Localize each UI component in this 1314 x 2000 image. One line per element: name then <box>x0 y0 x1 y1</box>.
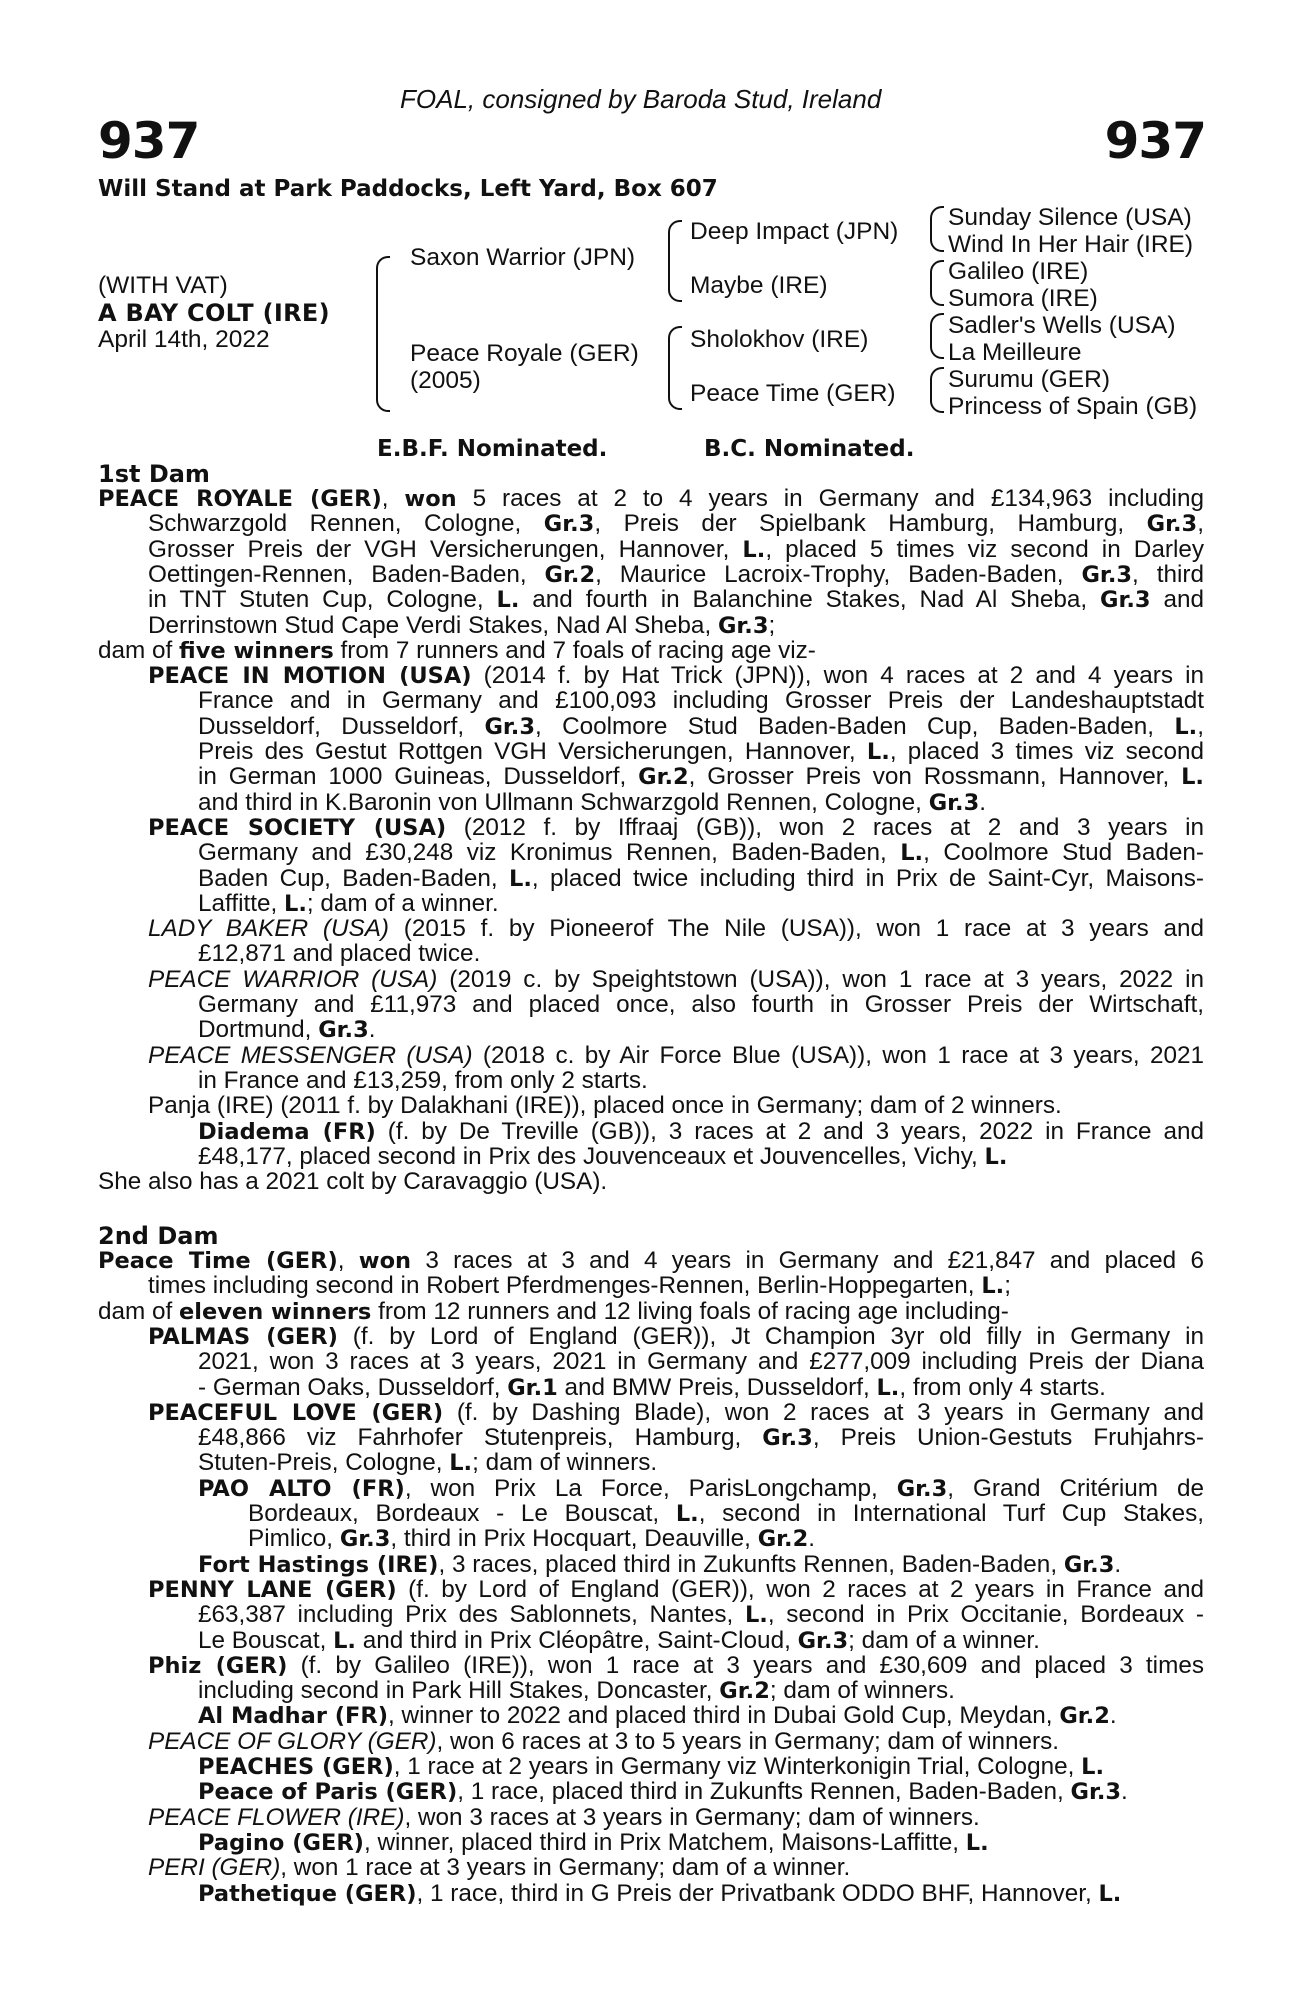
first-dam-line: Dusseldorf, Dusseldorf, Gr.3, Coolmore Stud Baden-Baden Cup, Baden-Baden, L., <box>198 712 1204 740</box>
pedigree-bracket-ss <box>930 206 944 252</box>
pedigree-bracket-sire <box>668 220 682 302</box>
first-dam-line: Schwarzgold Rennen, Cologne, Gr.3, Preis der Spielbank Hamburg, Hamburg, Gr.3, <box>148 510 1204 538</box>
second-dam-line: times including second in Robert Pferdmenges-Rennen, Berlin-Hoppegarten, L.; <box>148 1272 1011 1300</box>
pedigree-dam: Peace Royale (GER) <box>410 340 639 367</box>
first-dam-line: Preis des Gestut Rottgen VGH Versicherungen, Hannover, L., placed 3 times viz second <box>198 738 1204 765</box>
consignment-line: FOAL, consigned by Baroda Stud, Ireland <box>400 84 882 114</box>
first-dam-line: dam of five winners from 7 runners and 7 foals of racing age viz- <box>98 636 816 664</box>
pedigree-dam-sire: Sholokhov (IRE) <box>690 326 869 353</box>
vat-note: (WITH VAT) <box>98 272 228 299</box>
pedigree-ggs-1: Sunday Silence (USA) <box>948 204 1192 231</box>
second-dam-line: PEACHES (GER), 1 race at 2 years in Germany viz Winterkonigin Trial, Cologne, L. <box>198 1753 1105 1780</box>
second-dam-line: - German Oaks, Dusseldorf, Gr.1 and BMW Preis, Dusseldorf, L., from only 4 starts. <box>198 1373 1106 1401</box>
second-dam-line: Al Madhar (FR), winner to 2022 and placed third in Dubai Gold Cup, Meydan, Gr.2. <box>198 1702 1117 1730</box>
second-dam-line: Pagino (GER), winner, placed third in Prix Matchem, Maisons-Laffitte, L. <box>198 1828 989 1856</box>
pedigree-ggs-4: Sumora (IRE) <box>948 285 1098 312</box>
pedigree-dam-year: (2005) <box>410 367 481 394</box>
second-dam-line: PEACEFUL LOVE (GER) (f. by Dashing Blade), won 2 races at 3 years in Germany and <box>148 1398 1204 1426</box>
first-dam-line: and third in K.Baronin von Ullmann Schwarzgold Rennen, Cologne, Gr.3. <box>198 788 987 816</box>
pedigree-ggs-2: Wind In Her Hair (IRE) <box>948 231 1194 258</box>
horse-name: A BAY COLT (IRE) <box>98 299 330 327</box>
second-dam-line: PERI (GER), won 1 race at 3 years in Germany; dam of a winner. <box>148 1854 851 1882</box>
pedigree-ggs-6: La Meilleure <box>948 339 1082 366</box>
second-dam-heading: 2nd Dam <box>98 1222 219 1250</box>
second-dam-line: Pimlico, Gr.3, third in Prix Hocquart, Deauville, Gr.2. <box>248 1525 816 1553</box>
lot-number-right: 937 <box>1104 112 1206 170</box>
second-dam-line: dam of eleven winners from 12 runners and 12 living foals of racing age including- <box>98 1297 1009 1325</box>
first-dam-line: PEACE MESSENGER (USA) (2018 c. by Air Force Blue (USA)), won 1 race at 3 years, 2021 <box>148 1041 1204 1069</box>
pedigree-ggs-5: Sadler's Wells (USA) <box>948 312 1176 339</box>
first-dam-line: PEACE IN MOTION (USA) (2014 f. by Hat Trick (JPN)), won 4 races at 2 and 4 years in <box>148 662 1205 690</box>
second-dam-line: Le Bouscat, L. and third in Prix Cléopâtre, Saint-Cloud, Gr.3; dam of a winner. <box>198 1626 1040 1654</box>
second-dam-line: £48,866 viz Fahrhofer Stutenpreis, Hamburg, Gr.3, Preis Union-Gestuts Fruhjahrs- <box>198 1424 1205 1452</box>
pedigree-bracket-sd <box>930 260 944 306</box>
first-dam-line: in France and £13,259, from only 2 starts. <box>198 1066 648 1094</box>
pedigree-sire-sire: Deep Impact (JPN) <box>690 218 899 245</box>
first-dam-line: France and in Germany and £100,093 including Grosser Preis der Landeshauptstadt <box>198 687 1204 715</box>
lot-number-left: 937 <box>98 112 200 170</box>
bc-nomination: B.C. Nominated. <box>704 436 915 462</box>
second-dam-line: Peace of Paris (GER), 1 race, placed third in Zukunfts Rennen, Baden-Baden, Gr.3. <box>198 1778 1128 1806</box>
ebf-nomination: E.B.F. Nominated. <box>377 436 608 462</box>
second-dam-line: Peace Time (GER), won 3 races at 3 and 4 years in Germany and £21,847 and placed 6 <box>98 1247 1204 1274</box>
first-dam-line: Derrinstown Stud Cape Verdi Stakes, Nad Al Sheba, Gr.3; <box>148 611 776 639</box>
first-dam-line: LADY BAKER (USA) (2015 f. by Pioneerof The Nile (USA)), won 1 race at 3 years and <box>148 915 1204 943</box>
stand-location: Will Stand at Park Paddocks, Left Yard, Box 607 <box>98 176 718 202</box>
second-dam-line: PEACE FLOWER (IRE), won 3 races at 3 years in Germany; dam of winners. <box>148 1803 980 1831</box>
first-dam-line: Panja (IRE) (2011 f. by Dalakhani (IRE)), placed once in Germany; dam of 2 winners. <box>148 1092 1062 1120</box>
first-dam-line: in TNT Stuten Cup, Cologne, L. and fourth in Balanchine Stakes, Nad Al Sheba, Gr.3 and <box>148 586 1204 614</box>
pedigree-sire-dam: Maybe (IRE) <box>690 272 828 299</box>
second-dam-line: Phiz (GER) (f. by Galileo (IRE)), won 1 race at 3 years and £30,609 and placed 3 times <box>148 1651 1204 1679</box>
pedigree-bracket-dd <box>930 367 944 413</box>
second-dam-line: Pathetique (GER), 1 race, third in G Preis der Privatbank ODDO BHF, Hannover, L. <box>198 1879 1122 1907</box>
first-dam-line: £48,177, placed second in Prix des Jouvenceaux et Jouvencelles, Vichy, L. <box>198 1142 1008 1170</box>
second-dam-line: including second in Park Hill Stakes, Doncaster, Gr.2; dam of winners. <box>198 1677 955 1705</box>
second-dam-line: PALMAS (GER) (f. by Lord of England (GER)), Jt Champion 3yr old filly in Germany in <box>148 1322 1204 1350</box>
pedigree-bracket-ds <box>930 313 944 359</box>
first-dam-line: £12,871 and placed twice. <box>198 940 481 968</box>
first-dam-line: She also has a 2021 colt by Caravaggio (USA). <box>98 1168 608 1196</box>
first-dam-line: Grosser Preis der VGH Versicherungen, Hannover, L., placed 5 times viz second in Darley <box>148 535 1205 563</box>
pedigree-ggs-8: Princess of Spain (GB) <box>948 393 1198 420</box>
pedigree-dam-dam: Peace Time (GER) <box>690 380 896 407</box>
pedigree-ggs-7: Surumu (GER) <box>948 366 1111 393</box>
second-dam-line: PAO ALTO (FR), won Prix La Force, ParisLongchamp, Gr.3, Grand Critérium de <box>198 1474 1204 1502</box>
pedigree-sire: Saxon Warrior (JPN) <box>410 244 636 271</box>
pedigree-ggs-3: Galileo (IRE) <box>948 258 1089 285</box>
first-dam-line: Diadema (FR) (f. by De Treville (GB)), 3 races at 2 and 3 years, 2022 in France and <box>198 1117 1204 1145</box>
first-dam-line: in German 1000 Guineas, Dusseldorf, Gr.2, Grosser Preis von Rossmann, Hannover, L. <box>198 763 1204 791</box>
first-dam-heading: 1st Dam <box>98 460 210 488</box>
first-dam-line: Germany and £11,973 and placed once, also fourth in Grosser Preis der Wirtschaft, <box>198 991 1204 1018</box>
first-dam-line: Laffitte, L.; dam of a winner. <box>198 889 499 917</box>
pedigree-bracket-gen1 <box>376 256 390 412</box>
second-dam-line: 2021, won 3 races at 3 years, 2021 in Germany and £277,009 including Preis der Diana <box>198 1348 1204 1376</box>
second-dam-line: Fort Hastings (IRE), 3 races, placed third in Zukunfts Rennen, Baden-Baden, Gr.3. <box>198 1550 1122 1578</box>
pedigree-bracket-dam <box>668 326 682 410</box>
second-dam-line: £63,387 including Prix des Sablonnets, Nantes, L., second in Prix Occitanie, Bordeaux - <box>198 1601 1204 1629</box>
first-dam-line: Dortmund, Gr.3. <box>198 1016 376 1044</box>
first-dam-line: PEACE ROYALE (GER), won 5 races at 2 to 4 years in Germany and £134,963 including <box>98 485 1204 512</box>
second-dam-line: PENNY LANE (GER) (f. by Lord of England (GER)), won 2 races at 2 years in France and <box>148 1575 1204 1603</box>
second-dam-line: PEACE OF GLORY (GER), won 6 races at 3 to 5 years in Germany; dam of winners. <box>148 1727 1060 1755</box>
second-dam-line: Bordeaux, Bordeaux - Le Bouscat, L., second in International Turf Cup Stakes, <box>248 1500 1204 1527</box>
first-dam-line: PEACE SOCIETY (USA) (2012 f. by Iffraaj (GB)), won 2 races at 2 and 3 years in <box>148 813 1204 841</box>
first-dam-line: Oettingen-Rennen, Baden-Baden, Gr.2, Maurice Lacroix-Trophy, Baden-Baden, Gr.3, third <box>148 560 1204 588</box>
first-dam-line: Baden Cup, Baden-Baden, L., placed twice including third in Prix de Saint-Cyr, Maisons- <box>198 864 1205 892</box>
second-dam-line: Stuten-Preis, Cologne, L.; dam of winners. <box>198 1449 658 1477</box>
first-dam-line: PEACE WARRIOR (USA) (2019 c. by Speightstown (USA)), won 1 race at 3 years, 2022 in <box>148 965 1204 993</box>
foaling-date: April 14th, 2022 <box>98 326 270 353</box>
first-dam-line: Germany and £30,248 viz Kronimus Rennen, Baden-Baden, L., Coolmore Stud Baden- <box>198 839 1204 867</box>
